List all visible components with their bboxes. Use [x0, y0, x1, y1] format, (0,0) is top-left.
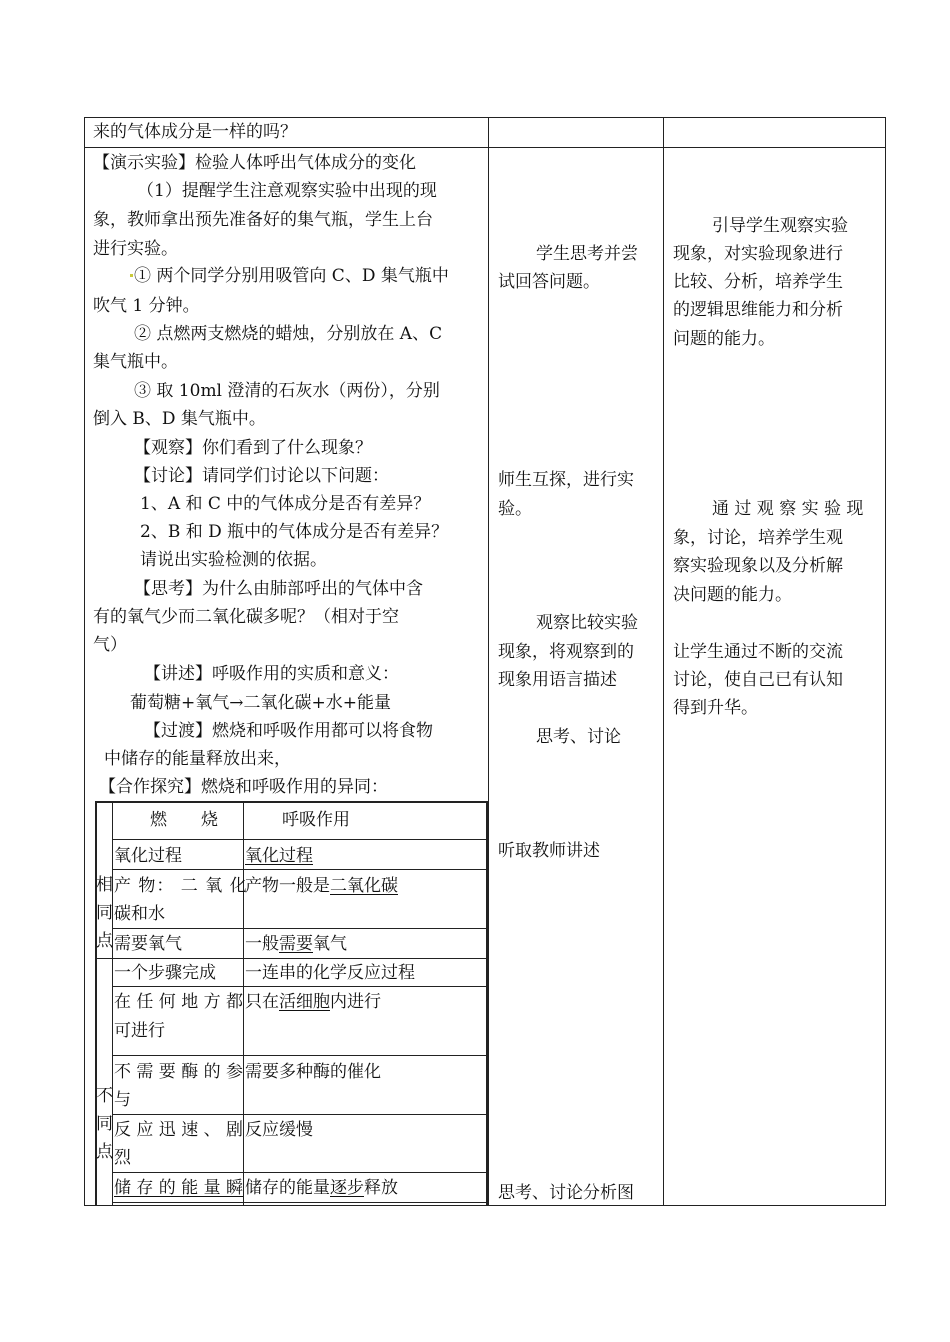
r2-resp-prefix: 产物一般是 — [245, 876, 330, 896]
table-border-right — [486, 801, 489, 1205]
substep2-line2: 集气瓶中。 — [93, 352, 178, 372]
demo-title: 【演示实验】检验人体呼出气体成分的变化 — [93, 153, 416, 173]
r6-resp: 需要多种酶的催化 — [245, 1062, 381, 1082]
think-line2: 有的氧气少而二氧化碳多呢？（相对于空 — [93, 607, 399, 627]
text-marker — [130, 274, 133, 277]
explain-prompt: 【讲述】呼吸作用的实质和意义： — [144, 664, 399, 684]
r3-resp-prefix: 一般 — [245, 934, 279, 954]
r5-resp-prefix: 只在 — [245, 992, 279, 1012]
row0-col1-text: 来的气体成分是一样的吗？ — [93, 122, 297, 142]
design-intent-a1: 引导学生观察实验 — [712, 216, 848, 236]
student-activity-c2: 现象，将观察到的 — [498, 642, 634, 662]
student-activity-c3: 现象用语言描述 — [498, 670, 617, 690]
header-respiration: 呼吸作用 — [282, 810, 350, 830]
r5-burn-line1: 在 任 何 地 方 都 — [114, 992, 244, 1012]
r2-burn-line2: 碳和水 — [114, 904, 165, 924]
design-intent-a3: 比较、分析，培养学生 — [673, 272, 843, 292]
transition-line1: 【过渡】燃烧和呼吸作用都可以将食物 — [144, 721, 433, 741]
same-label-3: 点 — [96, 931, 113, 951]
diff-label-3: 点 — [96, 1142, 113, 1162]
table-border-top — [95, 801, 489, 803]
r3-resp-suffix: 氧气 — [313, 934, 347, 954]
observe-prompt: 【观察】你们看到了什么现象？ — [134, 438, 372, 458]
design-intent-b2: 象，讨论，培养学生观 — [673, 528, 843, 548]
student-activity-b2: 验。 — [498, 499, 532, 519]
student-activity-a1: 学生思考并尝 — [536, 244, 638, 264]
table-row-line-6 — [112, 1055, 486, 1056]
discuss-prompt: 【讨论】请同学们讨论以下问题： — [134, 466, 389, 486]
r5-resp-underlined: 活细胞 — [279, 992, 330, 1012]
r1-burn: 氧化过程 — [114, 846, 182, 866]
substep3-line2: 倒入 B、D 集气瓶中。 — [93, 409, 266, 429]
r3-resp — [245, 930, 347, 959]
student-activity-a2: 试回答问题。 — [498, 272, 600, 292]
transition-line2: 中储存的能量释放出来， — [104, 749, 291, 769]
r3-resp-underlined: 需要 — [279, 934, 313, 954]
question-3: 请说出实验检测的依据。 — [140, 550, 327, 570]
design-intent-a2: 现象，对实验现象进行 — [673, 244, 843, 264]
table-row-line-7 — [112, 1114, 486, 1115]
r7-resp: 反应缓慢 — [245, 1120, 313, 1140]
table-row-line-8 — [112, 1172, 486, 1173]
substep3-line1: ③ 取 10ml 澄清的石灰水（两份），分别 — [134, 381, 440, 401]
r5-burn-line2: 可进行 — [114, 1021, 165, 1041]
design-intent-c3: 得到升华。 — [673, 698, 758, 718]
step1-line1: （1）提醒学生注意观察实验中出现的现 — [137, 181, 437, 201]
design-intent-a4: 的逻辑思维能力和分析 — [673, 300, 843, 320]
header-burning: 燃 烧 — [150, 810, 218, 830]
r8-resp-underlined: 逐步 — [330, 1178, 364, 1198]
same-label-1: 相 — [96, 875, 113, 895]
same-label-2: 同 — [96, 903, 113, 923]
r2-resp-underlined: 二氧化碳 — [330, 876, 398, 896]
r5-resp-suffix: 内进行 — [330, 992, 381, 1012]
r8-resp — [245, 1174, 398, 1203]
student-activity-c1: 观察比较实验 — [536, 613, 638, 633]
table-row-line-1 — [112, 839, 486, 840]
design-intent-b1: 通 过 观 察 实 验 现 — [712, 499, 864, 519]
respiration-equation: 葡萄糖+氧气→二氧化碳+水+能量 — [130, 693, 391, 713]
design-intent-c1: 让学生通过不断的交流 — [673, 642, 843, 662]
think-line3: 气） — [93, 635, 127, 655]
student-activity-d1: 思考、讨论 — [536, 727, 621, 747]
step1-line2: 象，教师拿出预先准备好的集气瓶，学生上台 — [93, 210, 433, 230]
row-divider — [85, 147, 885, 148]
step1-line3: 进行实验。 — [93, 239, 178, 259]
r5-resp — [245, 988, 381, 1017]
question-1: 1、A 和 C 中的气体成分是否有差异？ — [140, 494, 431, 514]
design-intent-b3: 察实验现象以及分析解 — [673, 556, 843, 576]
student-activity-f1: 思考、讨论分析图 — [498, 1183, 634, 1203]
design-intent-c2: 讨论，使自己已有认知 — [673, 670, 843, 690]
r7-burn-line2: 烈 — [114, 1148, 131, 1168]
r6-burn-line2: 与 — [114, 1090, 131, 1110]
r3-burn: 需要氧气 — [114, 934, 182, 954]
diff-label-1: 不 — [96, 1086, 113, 1106]
think-line1: 【思考】为什么由肺部呼出的气体中含 — [134, 579, 423, 599]
r2-burn-line1: 产 物： 二 氧 化 — [114, 876, 248, 896]
table-row-line-3 — [112, 928, 486, 929]
table-col-line-2 — [243, 803, 244, 1205]
r1-resp: 氧化过程 — [245, 846, 313, 866]
question-2: 2、B 和 D 瓶中的气体成分是否有差异？ — [140, 522, 449, 542]
design-intent-a5: 问题的能力。 — [673, 329, 775, 349]
r2-resp — [245, 872, 398, 901]
substep1-line1: ① 两个同学分别用吸管向 C、D 集气瓶中 — [134, 266, 449, 286]
diff-label-2: 同 — [96, 1114, 113, 1134]
cooperative-inquiry: 【合作探究】燃烧和呼吸作用的异同： — [99, 777, 388, 797]
r8-resp-suffix: 释放 — [364, 1178, 398, 1198]
design-intent-b4: 决问题的能力。 — [673, 585, 792, 605]
substep1-line2: 吹气 1 分钟。 — [93, 296, 200, 316]
r4-resp: 一连串的化学反应过程 — [245, 963, 415, 983]
substep2-line1: ② 点燃两支燃烧的蜡烛，分别放在 A、C — [134, 324, 443, 344]
student-activity-e1: 听取教师讲述 — [498, 841, 600, 861]
r8-resp-prefix: 储存的能量 — [245, 1178, 330, 1198]
r4-burn: 一个步骤完成 — [114, 963, 216, 983]
column-divider-2 — [663, 118, 664, 1205]
r6-burn-line1: 不 需 要 酶 的 参 — [114, 1062, 244, 1082]
student-activity-b1: 师生互探，进行实 — [498, 470, 634, 490]
r7-burn-line1: 反 应 迅 速 、 剧 — [114, 1120, 244, 1140]
r8-burn: 储 存 的 能 量 瞬 — [114, 1178, 244, 1198]
